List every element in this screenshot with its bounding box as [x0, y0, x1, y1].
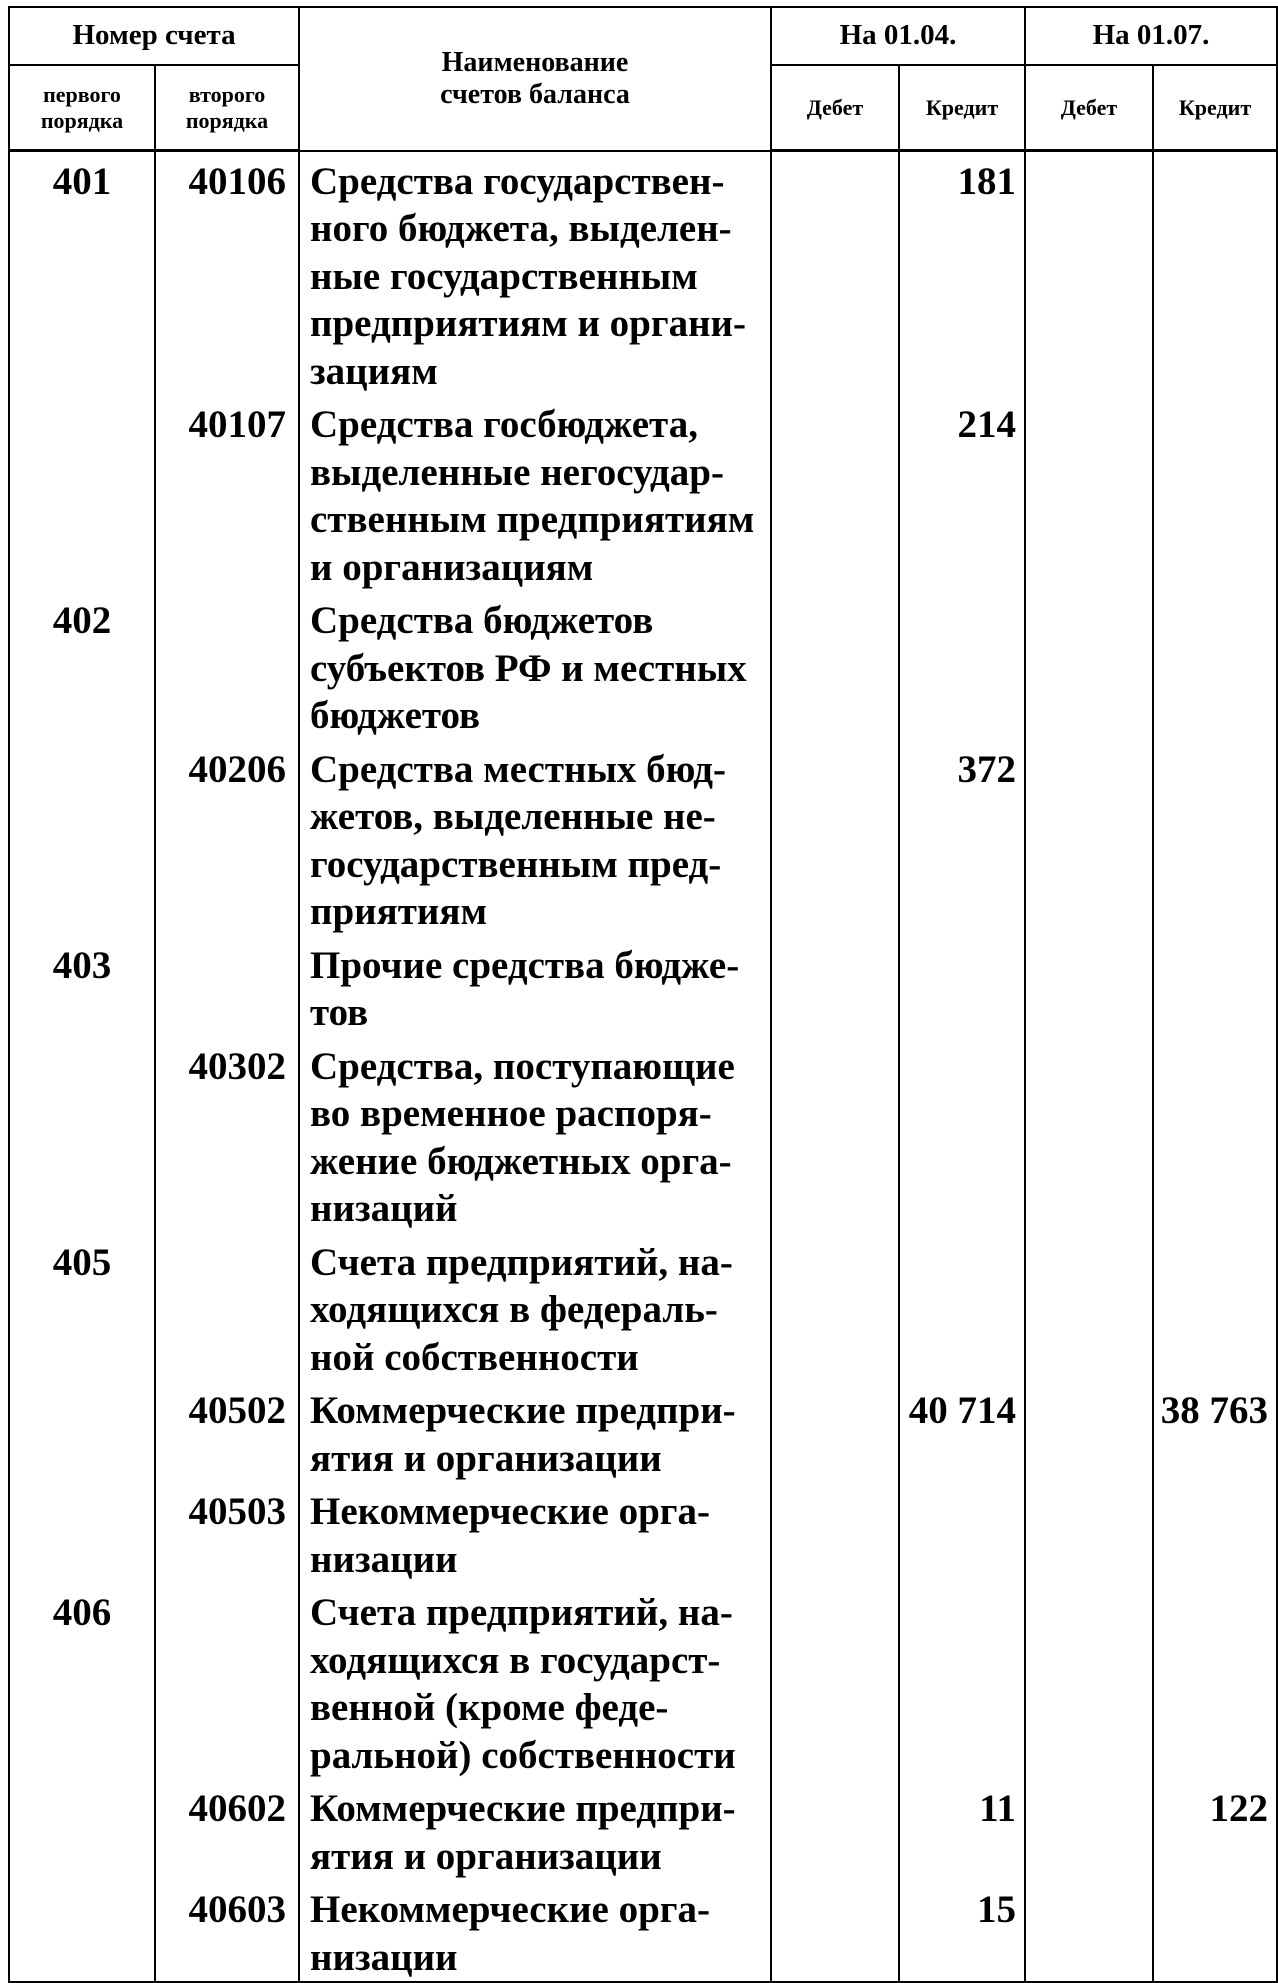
- account-name-line: Средства местных бюд-: [310, 747, 726, 791]
- credit-date1-cell: 15: [899, 1880, 1025, 1982]
- account-number-header: Номер счета: [9, 7, 299, 65]
- account-name-cell: [299, 1037, 771, 1233]
- account-name-line: субъектов РФ и местных: [310, 646, 747, 690]
- table-row: [9, 591, 1277, 740]
- account-name-line: ральной) собственности: [310, 1733, 736, 1777]
- account-name-line: жение бюджетных орга-: [310, 1139, 732, 1183]
- table-row: [9, 1880, 1277, 1982]
- first-order-header-line: первого: [43, 82, 121, 108]
- table-row: [9, 1233, 1277, 1382]
- credit-date1-cell: [899, 936, 1025, 1037]
- first-order-account-cell: [9, 1381, 155, 1482]
- credit-date2-cell: [1153, 1880, 1277, 1982]
- account-name-cell: [299, 395, 771, 591]
- debit-date1-cell: [771, 936, 899, 1037]
- account-name-line: ятия и организации: [310, 1436, 662, 1480]
- second-order-account-cell: 40206: [155, 740, 299, 936]
- account-name-line: венной (кроме феде-: [310, 1686, 669, 1729]
- account-name-line: и организациям: [310, 545, 594, 589]
- debit-date2-cell: [1025, 591, 1153, 740]
- account-name-line: Средства госбюджета,: [310, 403, 698, 446]
- table-row: [9, 1779, 1277, 1880]
- credit-date1-cell: 11: [899, 1779, 1025, 1880]
- account-name-cell: [299, 1482, 771, 1583]
- debit-date1-cell: [771, 1880, 899, 1982]
- second-order-header: [155, 65, 299, 151]
- account-name-line: предприятиям и органи-: [310, 302, 747, 345]
- account-name-line: низации: [310, 1935, 458, 1979]
- table-row: [9, 395, 1277, 591]
- account-name-line: жетов, выделенные не-: [310, 795, 716, 838]
- debit-date2-cell: [1025, 1381, 1153, 1482]
- first-order-account-cell: 405: [9, 1233, 155, 1382]
- account-name-line: Некоммерческие орга-: [310, 1888, 710, 1931]
- debit-date1-cell: [771, 591, 899, 740]
- credit-header-date2: Кредит: [1153, 65, 1277, 151]
- credit-date2-cell: [1153, 395, 1277, 591]
- debit-header-date2: Дебет: [1025, 65, 1153, 151]
- second-order-account-cell: 40602: [155, 1779, 299, 1880]
- account-name-cell: [299, 936, 771, 1037]
- account-name-cell: [299, 1381, 771, 1482]
- first-order-account-cell: 406: [9, 1583, 155, 1779]
- credit-date1-cell: [899, 591, 1025, 740]
- account-name-cell: [299, 1779, 771, 1880]
- account-name-line: Некоммерческие орга-: [310, 1490, 710, 1533]
- account-name-cell: [299, 1583, 771, 1779]
- debit-date1-cell: [771, 1482, 899, 1583]
- credit-date2-cell: [1153, 591, 1277, 740]
- table-row: [9, 740, 1277, 936]
- debit-date1-cell: [771, 1381, 899, 1482]
- second-order-account-cell: [155, 591, 299, 740]
- credit-date2-cell: 122: [1153, 1779, 1277, 1880]
- account-name-header-line: Наименование: [441, 46, 629, 78]
- credit-date1-cell: [899, 1482, 1025, 1583]
- account-name-header: [299, 7, 771, 151]
- debit-date1-cell: [771, 1233, 899, 1382]
- account-name-line: тов: [310, 991, 369, 1034]
- debit-date1-cell: [771, 740, 899, 936]
- account-name-line: ственным предприятиям: [310, 498, 755, 541]
- account-name-line: зациям: [310, 349, 438, 393]
- balance-accounts-table: [8, 6, 1278, 1983]
- account-name-line: во временное распоря-: [310, 1092, 712, 1135]
- first-order-header-line: порядка: [40, 107, 124, 133]
- credit-date1-cell: [899, 1583, 1025, 1779]
- account-name-cell: [299, 151, 771, 396]
- second-order-header-line: второго: [188, 82, 266, 108]
- table-header: [9, 7, 1277, 151]
- account-name-line: Средства государствен-: [310, 159, 725, 203]
- debit-date1-cell: [771, 395, 899, 591]
- account-name-line: Средства бюджетов: [310, 599, 654, 642]
- debit-date2-cell: [1025, 1037, 1153, 1233]
- debit-date2-cell: [1025, 740, 1153, 936]
- account-name-line: Коммерческие предпри-: [310, 1787, 736, 1830]
- debit-date2-cell: [1025, 1482, 1153, 1583]
- first-order-account-cell: [9, 395, 155, 591]
- debit-date2-cell: [1025, 936, 1153, 1037]
- account-name-line: бюджетов: [310, 694, 481, 737]
- second-order-account-cell: 40107: [155, 395, 299, 591]
- debit-date2-cell: [1025, 1233, 1153, 1382]
- second-order-account-cell: [155, 1583, 299, 1779]
- account-name-line: Коммерческие предпри-: [310, 1389, 736, 1432]
- account-name-line: ные государственным: [310, 254, 698, 298]
- account-name-line: ходящихся в государст-: [310, 1638, 721, 1682]
- account-name-cell: [299, 1233, 771, 1382]
- account-name-line: ного бюджета, выделен-: [310, 207, 732, 250]
- first-order-account-cell: 401: [9, 151, 155, 396]
- debit-date2-cell: [1025, 395, 1153, 591]
- credit-date1-cell: 214: [899, 395, 1025, 591]
- account-name-line: Прочие средства бюдже-: [310, 943, 740, 987]
- account-name-line: низаций: [310, 1187, 458, 1230]
- credit-date2-cell: [1153, 151, 1277, 396]
- credit-header-date1: Кредит: [899, 65, 1025, 151]
- account-name-line: ятия и организации: [310, 1834, 662, 1878]
- first-order-account-cell: [9, 1037, 155, 1233]
- account-name-cell: [299, 740, 771, 936]
- first-order-account-cell: [9, 1779, 155, 1880]
- second-order-account-cell: 40302: [155, 1037, 299, 1233]
- account-name-cell: [299, 1880, 771, 1982]
- date1-header: На 01.04.: [771, 7, 1025, 65]
- first-order-header: [9, 65, 155, 151]
- credit-date1-cell: 372: [899, 740, 1025, 936]
- debit-date2-cell: [1025, 151, 1153, 396]
- table-row: [9, 1583, 1277, 1779]
- credit-date2-cell: [1153, 1037, 1277, 1233]
- account-name-line: ной собственности: [310, 1335, 639, 1379]
- second-order-account-cell: 40106: [155, 151, 299, 396]
- debit-header-date1: Дебет: [771, 65, 899, 151]
- debit-date1-cell: [771, 151, 899, 396]
- second-order-account-cell: [155, 936, 299, 1037]
- debit-date1-cell: [771, 1037, 899, 1233]
- credit-date1-cell: [899, 1233, 1025, 1382]
- table-row: [9, 936, 1277, 1037]
- second-order-account-cell: 40502: [155, 1381, 299, 1482]
- account-name-line: выделенные негосудар-: [310, 450, 724, 494]
- table-body: [9, 151, 1277, 1983]
- second-order-account-cell: [155, 1233, 299, 1382]
- account-name-line: Счета предприятий, на-: [310, 1591, 733, 1634]
- account-name-line: приятиям: [310, 890, 488, 933]
- second-order-account-cell: 40603: [155, 1880, 299, 1982]
- account-name-line: Средства, поступающие: [310, 1044, 735, 1088]
- debit-date1-cell: [771, 1583, 899, 1779]
- first-order-account-cell: [9, 1482, 155, 1583]
- credit-date1-cell: [899, 1037, 1025, 1233]
- credit-date2-cell: [1153, 1482, 1277, 1583]
- credit-date2-cell: [1153, 936, 1277, 1037]
- debit-date2-cell: [1025, 1880, 1153, 1982]
- credit-date2-cell: [1153, 1583, 1277, 1779]
- second-order-header-line: порядка: [185, 107, 269, 133]
- account-name-cell: [299, 591, 771, 740]
- account-name-line: государственным пред-: [310, 842, 722, 886]
- first-order-account-cell: 402: [9, 591, 155, 740]
- credit-date2-cell: 38 763: [1153, 1381, 1277, 1482]
- table-row: [9, 1381, 1277, 1482]
- table-row: [9, 151, 1277, 396]
- table-row: [9, 1482, 1277, 1583]
- first-order-account-cell: [9, 740, 155, 936]
- debit-date2-cell: [1025, 1779, 1153, 1880]
- first-order-account-cell: [9, 1880, 155, 1982]
- account-name-line: ходящихся в федераль-: [310, 1288, 718, 1331]
- first-order-account-cell: 403: [9, 936, 155, 1037]
- account-name-line: низации: [310, 1537, 458, 1581]
- credit-date1-cell: 40 714: [899, 1381, 1025, 1482]
- debit-date1-cell: [771, 1779, 899, 1880]
- credit-date2-cell: [1153, 740, 1277, 936]
- account-name-line: Счета предприятий, на-: [310, 1240, 733, 1284]
- second-order-account-cell: 40503: [155, 1482, 299, 1583]
- credit-date1-cell: 181: [899, 151, 1025, 396]
- date2-header: На 01.07.: [1025, 7, 1277, 65]
- debit-date2-cell: [1025, 1583, 1153, 1779]
- table-row: [9, 1037, 1277, 1233]
- account-name-header-line: счетов баланса: [440, 78, 630, 110]
- credit-date2-cell: [1153, 1233, 1277, 1382]
